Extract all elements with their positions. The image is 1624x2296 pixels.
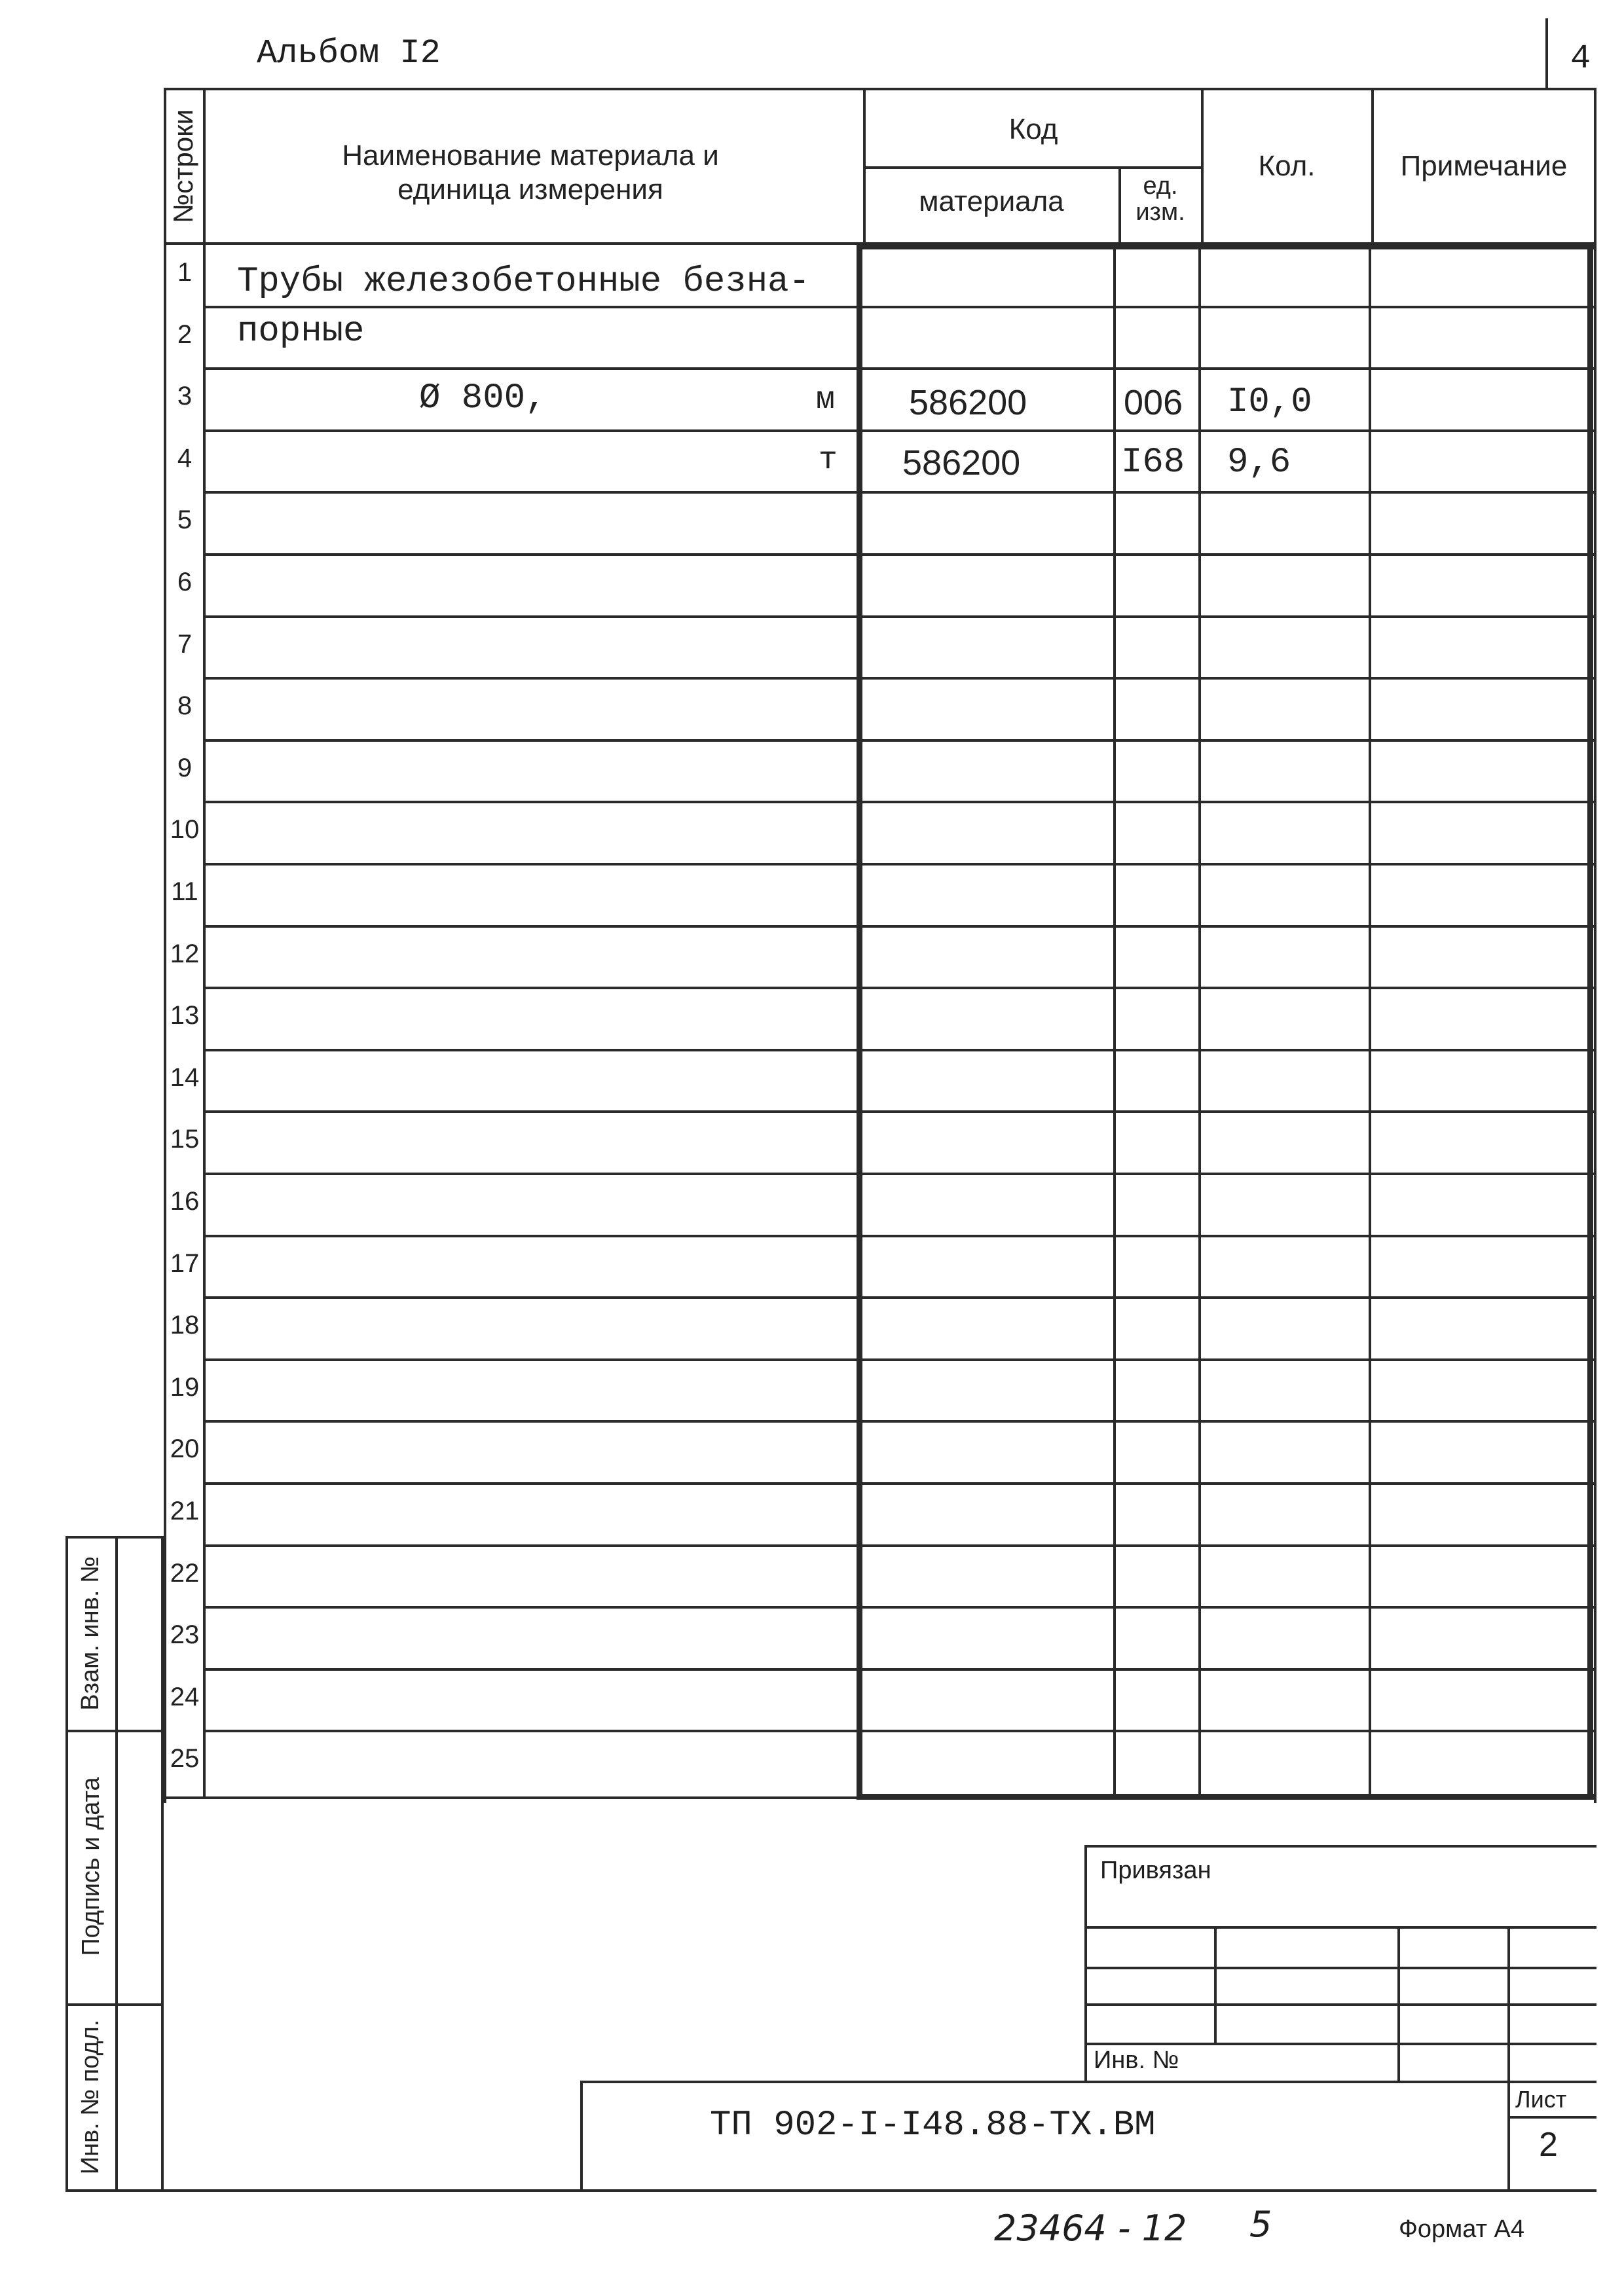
- row-number: 24: [170, 1683, 200, 1711]
- bottom-frame-bottom: [65, 2189, 1596, 2192]
- row-line: [203, 1420, 1594, 1423]
- row-number: 15: [170, 1125, 200, 1154]
- footer-handwritten-number: 23464 - 12: [994, 2208, 1187, 2249]
- row-line: [203, 1668, 1594, 1671]
- stamp-replaced-inv: Взам. инв. №: [77, 1556, 104, 1711]
- header-row-number: №строки: [168, 109, 198, 223]
- title-designation: ТП 902-I-I48.88-ТХ.ВМ: [710, 2105, 1156, 2145]
- row-number: 1: [177, 258, 193, 287]
- row-number: 4: [177, 444, 193, 473]
- row-number: 11: [171, 877, 198, 906]
- row-line: [203, 1606, 1594, 1609]
- row-4-unit-code: I68: [1121, 443, 1185, 483]
- row-number: 8: [177, 691, 193, 720]
- title-linked-rule-1: [1084, 1926, 1596, 1929]
- row-line: [203, 553, 1594, 556]
- stamp-left-border: [65, 1537, 68, 2191]
- row-line: [203, 987, 1594, 989]
- title-sheet-left: [1507, 2081, 1510, 2191]
- album-label: Альбом I2: [257, 34, 441, 73]
- row-number: 2: [177, 320, 193, 349]
- row-number: 5: [177, 505, 193, 534]
- row-line: [203, 863, 1594, 866]
- page-number: 4: [1570, 39, 1591, 78]
- row-number: 17: [170, 1249, 200, 1278]
- table-right-border: [1594, 88, 1596, 1803]
- row-line: [203, 615, 1594, 618]
- header-note: Примечание: [1400, 150, 1568, 182]
- body-frame-top: [857, 244, 1594, 249]
- row-number: 6: [177, 568, 193, 596]
- header-code: Код: [1008, 113, 1058, 145]
- row-line: [203, 801, 1594, 803]
- row-4-quantity: 9,6: [1227, 443, 1291, 483]
- title-sheet-rule: [1507, 2116, 1596, 2119]
- code-sub-rule: [863, 166, 1202, 169]
- header-name: Наименование материала и единица измерения: [342, 139, 719, 206]
- title-linked-col-3: [1507, 1926, 1510, 2082]
- row-3-name: Ø 800,: [419, 378, 547, 418]
- title-linked-top: [1084, 1845, 1596, 1848]
- body-frame-right: [1587, 244, 1593, 1799]
- row-number: 23: [170, 1620, 200, 1649]
- row-number: 18: [170, 1311, 200, 1339]
- header-material-code: материала: [919, 185, 1064, 217]
- bottom-frame-top: [161, 1796, 1596, 1799]
- stamp-inner-border: [115, 1537, 118, 2191]
- row-line: [203, 677, 1594, 680]
- title-linked-col-1: [1214, 1926, 1217, 2043]
- row-line: [203, 1173, 1594, 1175]
- title-sheet-number: 2: [1539, 2126, 1558, 2164]
- title-linked-label: Привязан: [1100, 1857, 1211, 1884]
- title-linked-left: [1084, 1846, 1087, 2082]
- stamp-value-border: [161, 1537, 164, 2191]
- row-number: 14: [170, 1063, 200, 1092]
- title-main-top: [581, 2081, 1596, 2083]
- row-number: 22: [170, 1559, 200, 1588]
- row-line: [203, 925, 1594, 928]
- title-linked-rule-3: [1084, 2003, 1596, 2006]
- row-line: [203, 491, 1594, 494]
- header-quantity: Кол.: [1258, 150, 1316, 182]
- body-frame-left: [857, 244, 862, 1796]
- page-corner-mark: [1545, 18, 1548, 90]
- row-number: 25: [170, 1744, 200, 1773]
- row-line: [203, 1730, 1594, 1732]
- title-inv-no: Инв. №: [1094, 2047, 1179, 2074]
- row-number: 7: [177, 630, 193, 659]
- footer-format: Формат А4: [1399, 2215, 1525, 2243]
- row-2-name: порные: [237, 312, 365, 352]
- row-4-unit: т: [819, 443, 838, 478]
- row-line: [203, 429, 1594, 432]
- row-line: [203, 1235, 1594, 1237]
- row-line: [203, 306, 1594, 308]
- row-line: [203, 367, 1594, 370]
- row-number: 19: [170, 1373, 200, 1402]
- title-linked-col-2: [1397, 1926, 1400, 2082]
- row-number: 21: [170, 1497, 200, 1525]
- row-3-unit: м: [816, 382, 835, 418]
- title-linked-rule-4: [1084, 2043, 1596, 2045]
- row-line: [203, 1544, 1594, 1547]
- row-number: 3: [177, 382, 193, 410]
- title-main-left: [580, 2081, 583, 2191]
- row-line: [203, 1049, 1594, 1051]
- stamp-signature-date: Подпись и дата: [77, 1777, 105, 1956]
- row-1-name: Трубы железобетонные безна-: [237, 262, 810, 302]
- row-3-material-code: 586200: [909, 383, 1027, 422]
- stamp-inv-original: Инв. № подл.: [77, 2019, 104, 2175]
- row-number: 12: [170, 939, 200, 968]
- row-number: 10: [170, 815, 200, 844]
- row-3-quantity: I0,0: [1227, 382, 1312, 422]
- title-linked-rule-2: [1084, 1967, 1596, 1969]
- row-number: 13: [170, 1001, 200, 1030]
- row-line: [203, 739, 1594, 742]
- body-unit-col-border: [1113, 244, 1116, 1796]
- row-4-material-code: 586200: [902, 443, 1021, 483]
- footer-handwritten-page: 5: [1249, 2204, 1272, 2245]
- row-line: [203, 1110, 1594, 1113]
- body-qty-col-border: [1198, 244, 1201, 1796]
- rownum-col-border: [203, 88, 206, 1796]
- title-sheet-label: Лист: [1515, 2086, 1567, 2113]
- row-3-unit-code: 006: [1124, 383, 1183, 422]
- row-line: [203, 1358, 1594, 1361]
- row-number: 9: [177, 754, 193, 782]
- row-number: 20: [170, 1434, 200, 1463]
- row-line: [203, 1482, 1594, 1485]
- body-note-col-border: [1369, 244, 1371, 1796]
- header-unit-code: ед. изм.: [1135, 172, 1185, 226]
- top-rule: [165, 88, 1596, 90]
- row-line: [203, 1296, 1594, 1299]
- row-number: 16: [170, 1187, 200, 1216]
